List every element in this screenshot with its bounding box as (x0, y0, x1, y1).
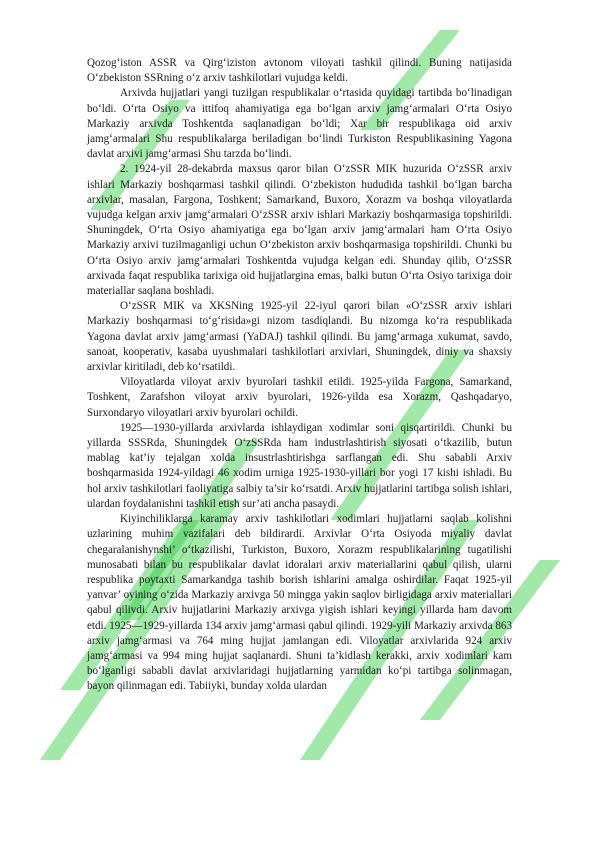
paragraph: Kiyinchiliklarga karamay arxiv tashkilotlari xodimlari hujjatlarni saqlab kolishni uzlarining muhim vazifalari deb bildirardi. Arxivlar O‘rta Osiyoda miyaliy davlat chegaralanishynshi’ o‘tkazilishi, Turkiston, Buxoro, Xorazm respublikalarining tugatilishi munosabati bilan bu respublikalar davlat idoralari arxiv materiallarini qabul qilish, ularni respublika poytaxti Samarkandga tashib borish ishlarini amalga oshirdilar. Faqat 1925-yil yanvar’ oyining o‘zida Markaziy arxivga 50 mingga yakin saqlov birligidaga arxiv materiallari qabul qilivdi. Arxiv hujjatlarini Markaziy arxivga yigish ishlari keyingi yillarda ham davom etdi. 1925—1929-yillarda 134 arxiv jamg‘armasi qabul qilindi. 1929-yili Markaziy arxivda 863 arxiv jamg‘armasi va 764 ming hujjat jamlangan edi. Viloyatlar arxivlarida 924 arxiv jamg‘armasi va 994 ming hujjat saqlanardi. Shuni ta’kidlash kerakki, arxiv xodimlari kam bo‘lganligi sababli davlat arxivlaridagi hujjatlarning yarmidan ko‘pi tartibga solinmagan, bayon qilinmagan edi. Tabiiyki, bunday xolda ulardan (87, 513, 512, 693)
paragraph: O‘zSSR MIK va XKSNing 1925-yil 22-iyul qarori bilan «O‘zSSR arxiv ishlari Markaziy boshqarmasi to‘g‘risida»gi nizom tasdiqlandi. Bu nizomga ko‘ra respublikada Yagona davlat arxiv jamg‘armasi (YaDAJ) tashkil qilindi. Bu jamg‘armaga xukumat, savdo, sanoat, kooperativ, kasaba uyushmalari tashkilotlari arxivlari, Shuningdek, diniy va shaxsiy arxivlar kiritiladi, deb ko‘rsatildi. (87, 300, 512, 374)
paragraph: Viloyatlarda viloyat arxiv byurolari tashkil etildi. 1925-yilda Fargona, Samarkand, Toshkent, Zarafshon viloyat arxiv byurolari, 1926-yilda esa Xorazm, Qashqadaryo, Surxondaryo viloyatlari arxiv byurolari ochildi. (87, 376, 512, 419)
paragraph: Arxivda hujjatlari yangi tuzilgan respublikalar o‘rtasida quyidagi tartibda bo‘linadigan bo‘ldi. O‘rta Osiyo va ittifoq ahamiyatiga ega bo‘lgan arxiv jamg‘armalari O‘rta Osiyo Markaziy arxivda Toshkentda saqlanadigan bo‘ldi; Xar bir respublikaga oid arxiv jamg‘armalari Shu respublikalarga beriladigan bo‘lindi Turkiston Respublikasining Yagona davlat arxivi jamg‘armasi Shu tarzda bo‘lindi. (87, 87, 512, 161)
body-text (87, 56, 512, 695)
paragraph: 2. 1924-yil 28-dekabrda maxsus qaror bilan O‘zSSR MIK huzurida O‘zSSR arxiv ishlari Markaziy boshqarmasi tashkil qilindi. O‘zbekiston hududida tashkil bo‘lgan barcha arxivlar, masalan, Fargona, Toshkent; Samarkand, Buxoro, Xorazm va boshqa viloyatlarda vujudga kelgan arxiv jamg‘armalari O‘zSSR arxiv ishlari Markaziy boshqarmasiga topshirildi. Shuningdek, O‘rta Osiyo ahamiyatiga ega bo‘lgan arxiv jamg‘armalari ham O‘rta Osiyo Markaziy arxivi tuzilmaganligi uchun O‘zbekiston arxiv boshqarmasiga topshirildi. Chunki bu O‘rta Osiyo arxiv jamg‘armalari Toshkentda vujudga kelgan edi. Shunday qilib, O‘zSSR arxivada faqat respublika tarixiga oid hujjatlargina emas, balki butun O‘rta Osiyo tarixiga doir materiallar saqlana boshladi. (87, 163, 512, 298)
paragraph: 1925—1930-yillarda arxivlarda ishlaydigan xodimlar soni qisqartirildi. Chunki bu yillarda SSSRda, Shuningdek O‘zSSRda ham industrlashtirish siyosati o‘tkazilib, butun mablag kat’iy tejalgan xolda insustrlashtirishga sarflangan edi. Shu sababli Arxiv boshqarmasida 1924-yildagi 46 xodim urniga 1925-1930-yillari bor yogi 17 kishi ishladi. Bu hol arxiv tashkilotlari faoliyatiga salbiy ta’sir ko‘rsatdi. Arxiv hujjatlarini tartibga solish ishlari, ulardan foydalanishni tashkil etish sur’ati ancha pasaydi. (87, 421, 512, 510)
paragraph: Qozog‘iston ASSR va Qirg‘iziston avtonom viloyati tashkil qilindi. Buning natijasida O‘zbekiston SSRning o‘z arxiv tashkilotlari vujudga keldi. (87, 57, 512, 85)
